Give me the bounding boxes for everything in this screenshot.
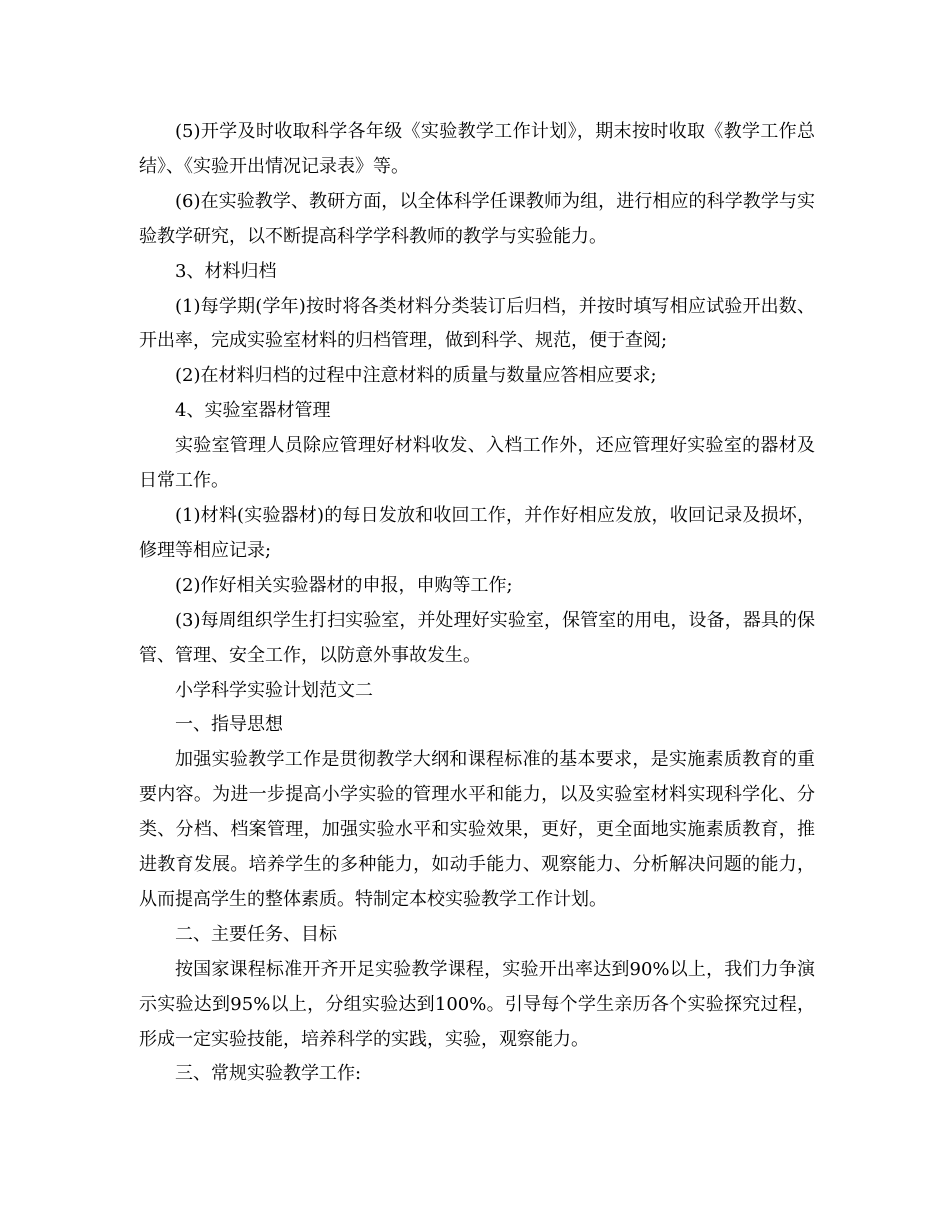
paragraph: 加强实验教学工作是贯彻教学大纲和课程标准的基本要求，是实施素质教育的重要内容。为进一步提高小学实验的管理水平和能力，以及实验室材料实现科学化、分类、分档、档案管理，加强实验水平和实验效果，更好，更全面地实施素质教育，推进教育发展。培养学生的多种能力，如动手能力、观察能力、分析解决问题的能力，从而提高学生的整体素质。特制定本校实验教学工作计划。	[139, 749, 815, 910]
paragraph: (2)在材料归档的过程中注意材料的质量与数量应答相应要求;	[175, 365, 657, 387]
paragraph: (6)在实验教学、教研方面，以全体科学任课教师为组，进行相应的科学教学与实验教学研究，以不断提高科学学科教师的教学与实验能力。	[139, 190, 815, 247]
paragraph: 按国家课程标准开齐开足实验教学课程，实验开出率达到90%以上，我们力争演示实验达到95%以上，分组实验达到100%。引导每个学生亲历各个实验探究过程，形成一定实验技能，培养科学的实践，实验，观察能力。	[139, 958, 815, 1050]
paragraph: (1)每学期(学年)按时将各类材料分类装订后归档，并按时填写相应试验开出数、开出率，完成实验室材料的归档管理，做到科学、规范，便于查阅;	[139, 295, 815, 352]
section-heading: 三、常规实验教学工作:	[175, 1063, 362, 1085]
paragraph: (1)材料(实验器材)的每日发放和收回工作，并作好相应发放，收回记录及损坏，修理等相应记录;	[139, 504, 815, 561]
section-heading: 一、指导思想	[175, 714, 283, 736]
paragraph: 实验室管理人员除应管理好材料收发、入档工作外，还应管理好实验室的器材及日常工作。	[139, 435, 815, 492]
paragraph: (2)作好相关实验器材的申报，申购等工作;	[175, 574, 513, 596]
paragraph: (5)开学及时收取科学各年级《实验教学工作计划》，期末按时收取《教学工作总结》、《实验开出情况记录表》等。	[139, 121, 815, 177]
section-heading: 3、材料归档	[175, 260, 277, 282]
document-body	[139, 115, 815, 1092]
document-subtitle: 小学科学实验计划范文二	[175, 679, 373, 701]
section-heading: 4、实验室器材管理	[175, 400, 331, 422]
section-heading: 二、主要任务、目标	[175, 923, 337, 945]
paragraph: (3)每周组织学生打扫实验室，并处理好实验室，保管室的用电，设备，器具的保管、管理、安全工作，以防意外事故发生。	[139, 609, 815, 666]
